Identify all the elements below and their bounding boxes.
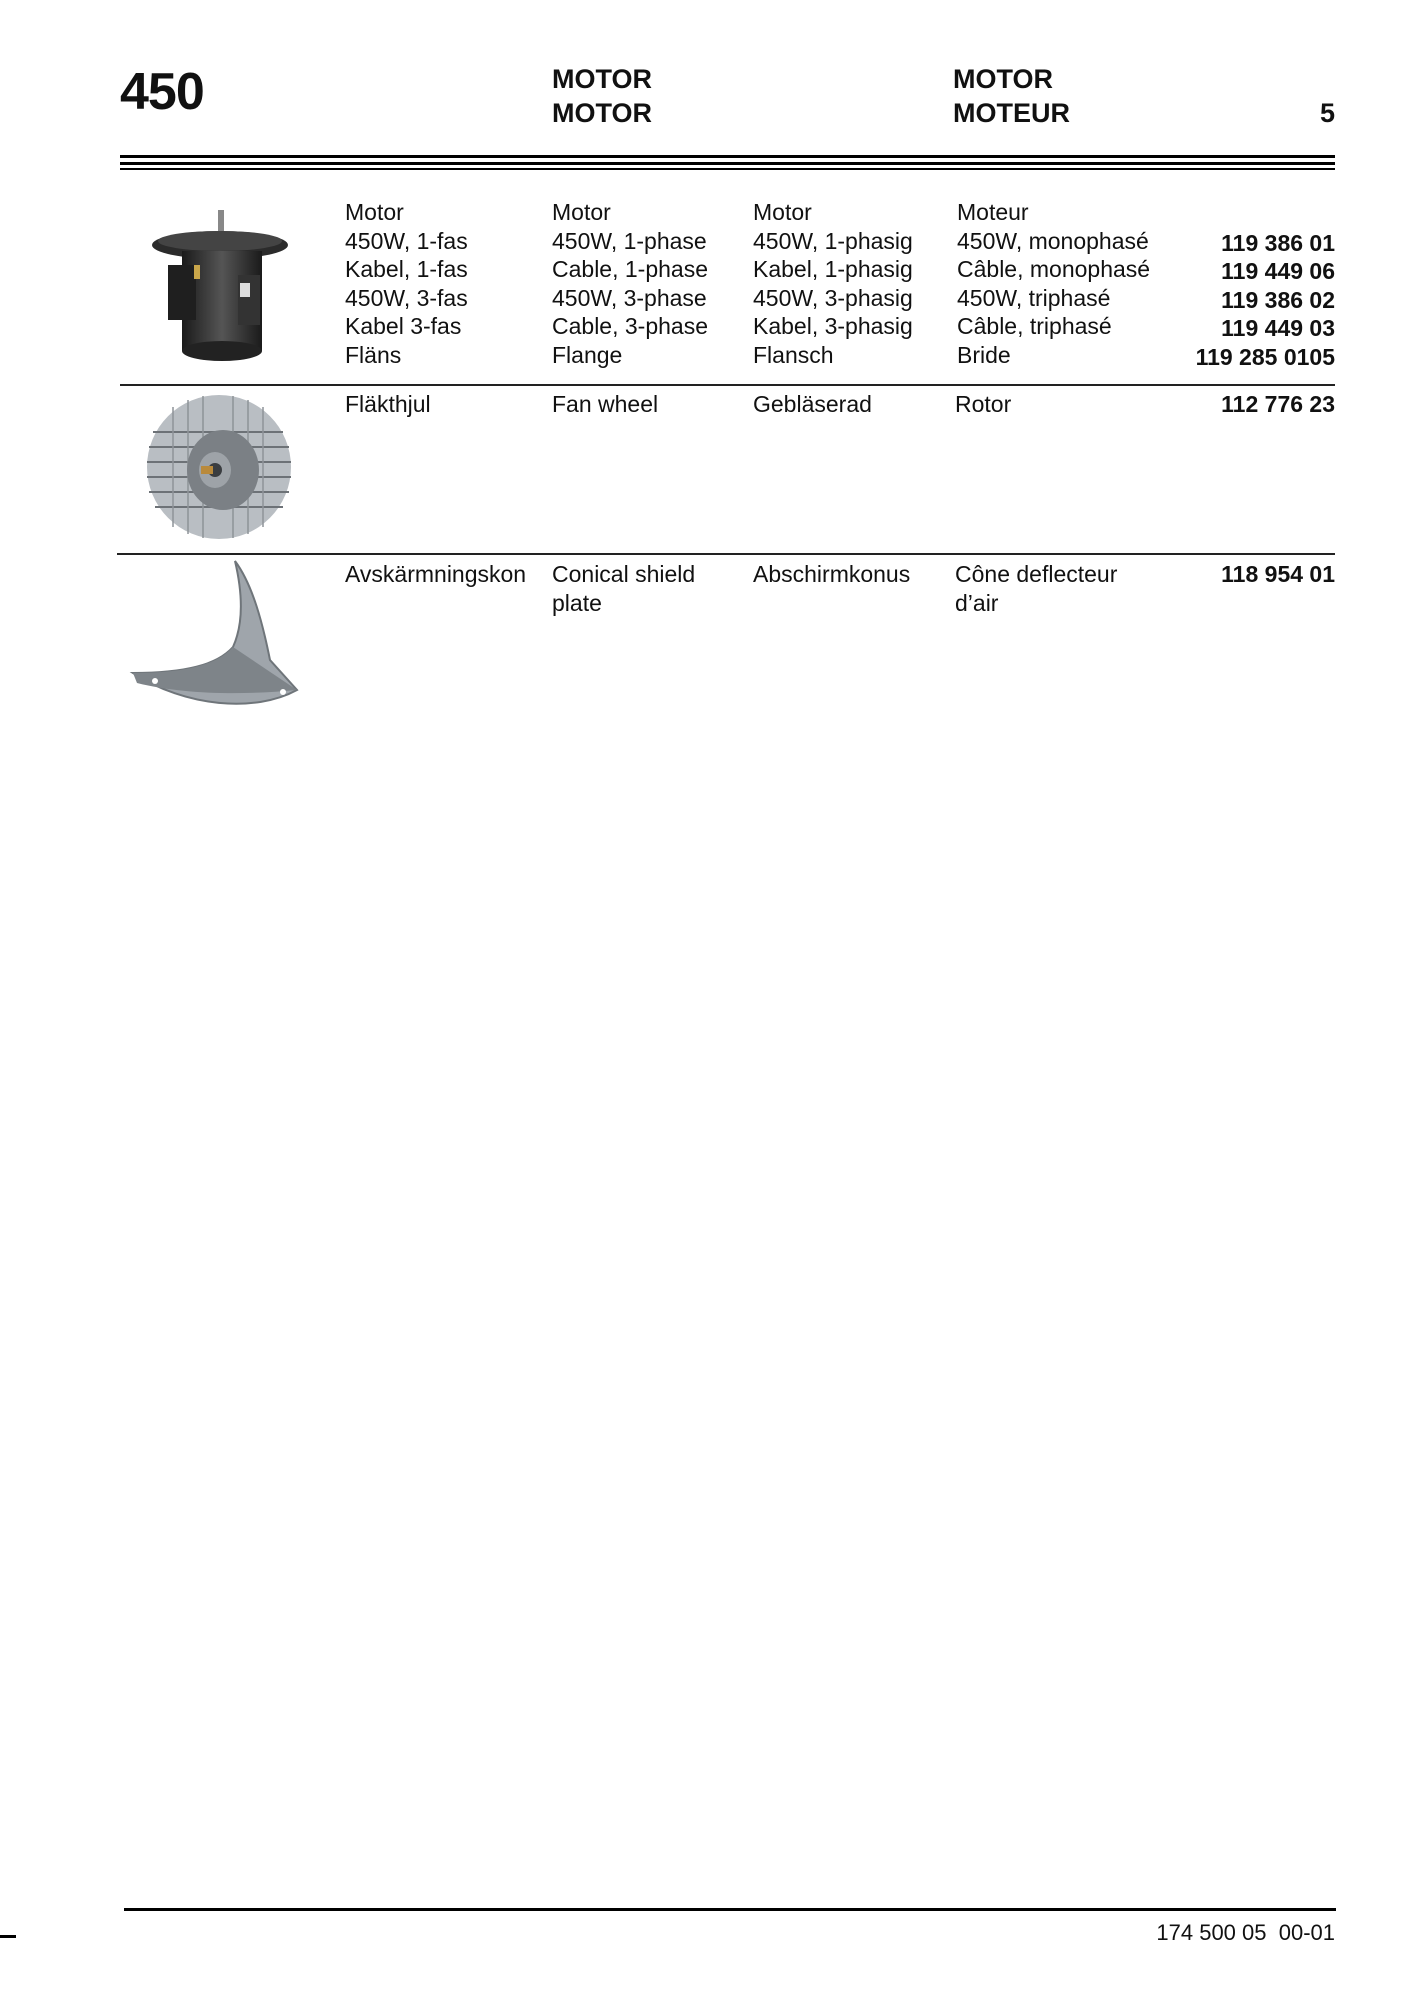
motor-french-line: Câble, triphasé: [957, 313, 1112, 339]
motor-french-line: Moteur: [957, 199, 1029, 225]
conical-shield-photo: [125, 555, 325, 715]
motor-swedish-line: Kabel, 1-fas: [345, 256, 468, 282]
motor-german-column: [753, 198, 913, 369]
motor-swedish-line: 450W, 1-fas: [345, 227, 468, 254]
header-title-german: MOTOR: [953, 64, 1053, 94]
fan-wheel-german: Gebläserad: [753, 391, 872, 417]
motor-english-line: Flange: [552, 341, 623, 368]
header-rule-middle: [120, 162, 1335, 165]
part-number: 119 449 06: [1221, 258, 1335, 284]
header-title-english: MOTOR: [552, 98, 652, 128]
electric-motor-photo: [140, 205, 300, 365]
motor-german-line: 450W, 3-phasig: [753, 284, 913, 311]
shield-swedish: Avskärmningskon: [345, 561, 527, 587]
shield-english-line: plate: [552, 589, 602, 616]
shield-french-column: [955, 560, 1117, 617]
motor-german-line: Kabel, 1-phasig: [753, 256, 913, 282]
motor-german-line: 450W, 1-phasig: [753, 227, 913, 254]
header-title-col2: [953, 62, 1070, 130]
document-code: 174 500 05 00-01: [1156, 1920, 1335, 1945]
header-title-french: MOTEUR: [953, 98, 1070, 128]
motor-french-line: 450W, monophasé: [957, 227, 1149, 254]
motor-german-line: Motor: [753, 199, 812, 225]
motor-english-line: Cable, 3-phase: [552, 313, 708, 339]
model-number: 450: [120, 63, 204, 121]
fan-wheel-english: Fan wheel: [552, 391, 659, 417]
header-rule-top: [120, 155, 1335, 158]
margin-mark: [0, 1935, 16, 1938]
shield-german: Abschirmkonus: [753, 561, 911, 587]
part-number: [1196, 200, 1335, 229]
motor-german-line: Flansch: [753, 341, 834, 368]
shield-french-line: Cône deflecteur: [955, 561, 1118, 587]
footer-rule: [124, 1908, 1336, 1911]
part-number: 112 776 23: [1221, 391, 1335, 417]
motor-german-line: Kabel, 3-phasig: [753, 313, 913, 339]
motor-part-numbers: [1196, 200, 1335, 371]
motor-english-column: [552, 198, 708, 369]
motor-french-line: Câble, monophasé: [957, 256, 1151, 282]
motor-swedish-line: Kabel 3-fas: [345, 313, 462, 339]
row-separator: [120, 384, 1335, 386]
motor-english-line: Motor: [552, 199, 611, 225]
motor-swedish-line: Fläns: [345, 341, 402, 368]
motor-french-line: Bride: [957, 341, 1011, 368]
motor-english-line: Cable, 1-phase: [552, 256, 708, 282]
motor-swedish-column: [345, 198, 468, 369]
part-number: 119 449 03: [1221, 315, 1335, 341]
part-number: 119 386 02: [1221, 286, 1335, 313]
motor-french-line: 450W, triphasé: [957, 284, 1111, 311]
header-rule-bottom: [120, 168, 1335, 170]
shield-english-line: Conical shield: [552, 561, 696, 587]
part-number: 119 386 01: [1221, 229, 1335, 256]
fan-wheel-french: Rotor: [955, 391, 1012, 417]
shield-english-column: [552, 560, 695, 617]
part-number: 119 285 0105: [1195, 343, 1335, 370]
part-number: 118 954 01: [1221, 561, 1335, 587]
motor-english-line: 450W, 3-phase: [552, 284, 707, 311]
motor-swedish-line: 450W, 3-fas: [345, 284, 468, 311]
motor-french-column: [957, 198, 1150, 369]
shield-french-line: d’air: [955, 589, 999, 616]
motor-english-line: 450W, 1-phase: [552, 227, 707, 254]
header-title-col1: [552, 62, 652, 130]
page-number: 5: [1319, 98, 1335, 128]
fan-wheel-swedish: Fläkthjul: [345, 391, 431, 417]
header-title-swedish: MOTOR: [552, 64, 652, 94]
fan-wheel-photo: [143, 392, 295, 542]
motor-swedish-line: Motor: [345, 199, 404, 225]
